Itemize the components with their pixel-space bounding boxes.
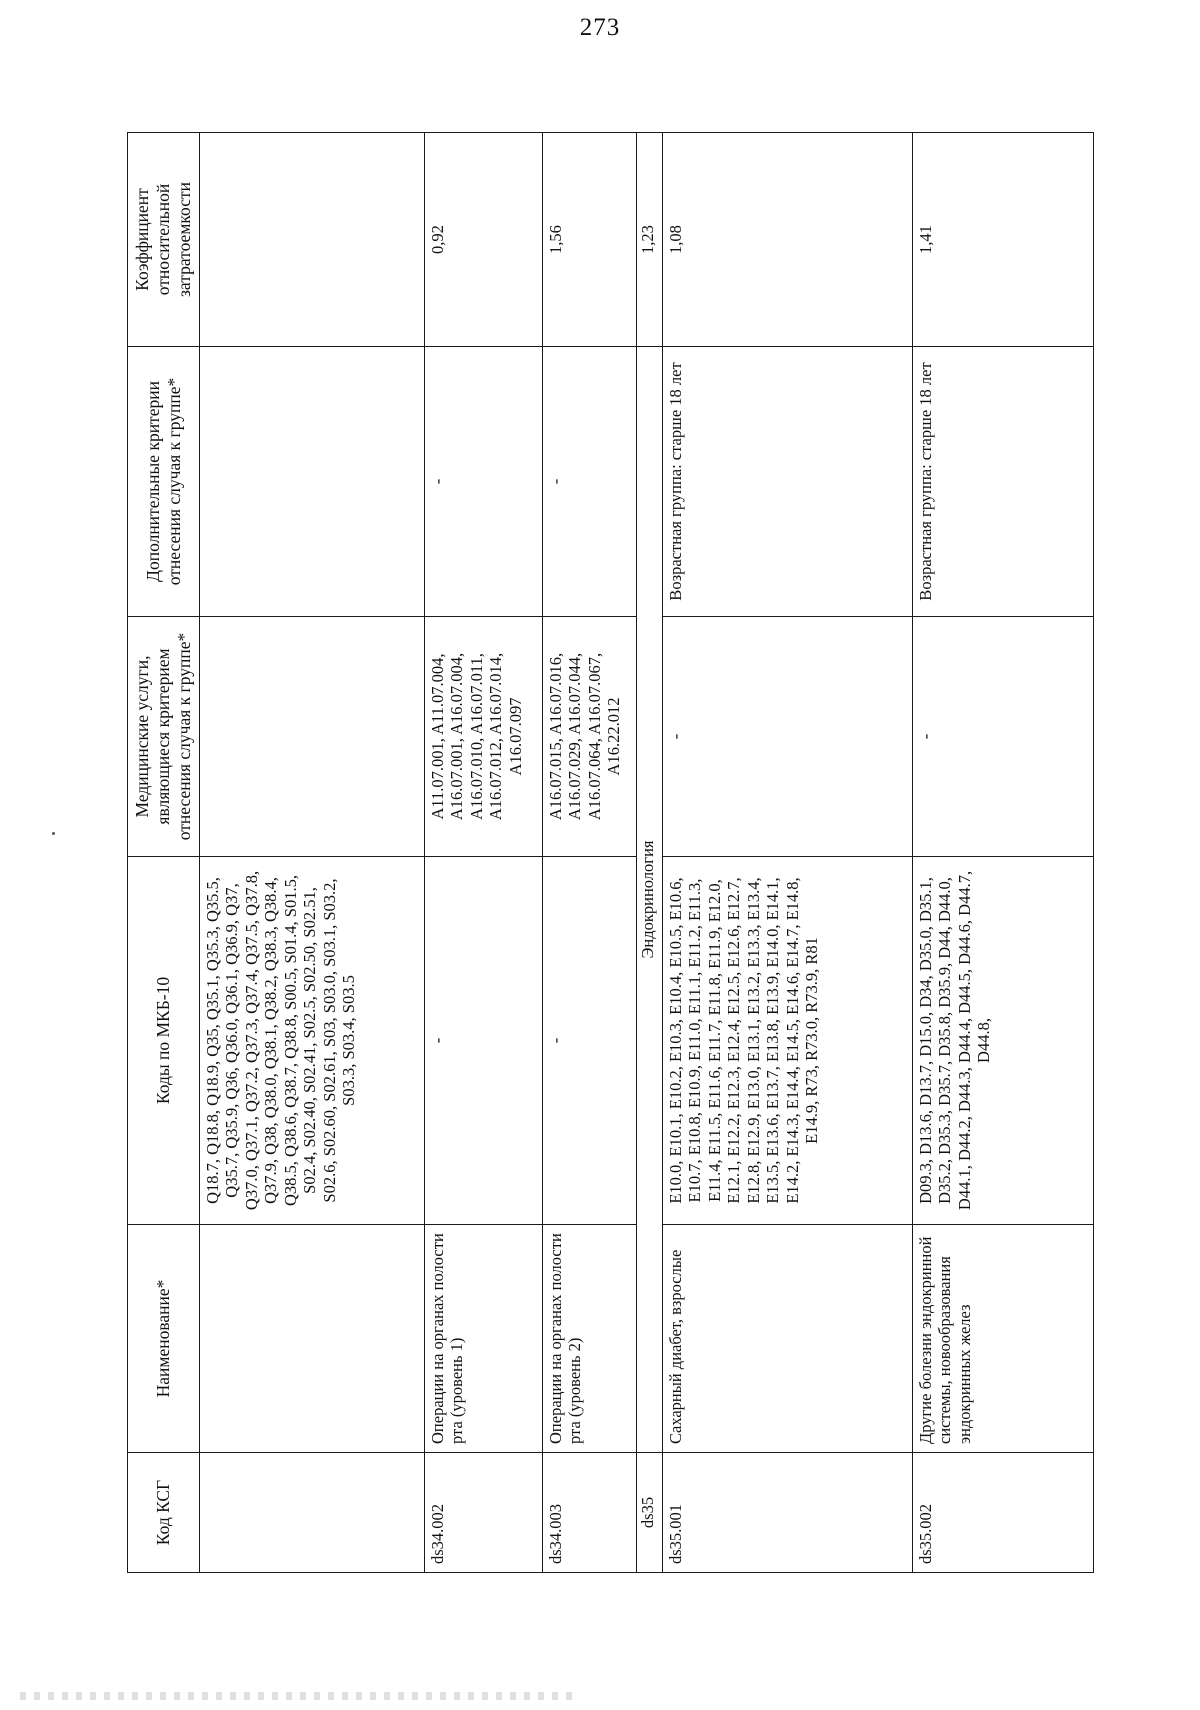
header-coef: Коэффициент относительной затратоемкости bbox=[128, 133, 200, 347]
cell-services: A11.07.001, A11.07.004, A16.07.001, A16.07.004, A16.07.010, A16.07.011, A16.07.012, A16.07.014, A16.07.097 bbox=[425, 617, 543, 857]
cell-icd: Q18.7, Q18.8, Q18.9, Q35, Q35.1, Q35.3, Q35.5, Q35.7, Q35.9, Q36, Q36.0, Q36.1, Q36.9, Q37, Q37.0, Q37.1, Q37.2, Q37.3, Q37.4, Q37.5, Q37.8, Q37.9, Q38, Q38.0, Q38.1, Q38.2, Q38.3, Q38.4, Q38.5, Q38.6, Q38.7, Q38.8, S00.5, S01.4, S01.5, S02.4, S02.40, S02.41, S02.5, S02.50, S02.51, S02.6, S02.60, S02.61, S03, S03.0, S03.1, S03.2, S03.3, S03.4, S03.5 bbox=[200, 857, 425, 1225]
scan-speck bbox=[52, 832, 55, 835]
cell-code bbox=[200, 1453, 425, 1573]
cell-criteria: Возрастная группа: старше 18 лет bbox=[913, 347, 1094, 617]
table-row bbox=[543, 133, 637, 1573]
cell-name: Другие болезни эндокринной системы, новообразования эндокринных желез bbox=[913, 1225, 1094, 1453]
cell-icd: E10.0, E10.1, E10.2, E10.3, E10.4, E10.5, E10.6, E10.7, E10.8, E10.9, E11.0, E11.1, E11.2, E11.3, E11.4, E11.5, E11.6, E11.7, E11.8, E11.9, E12.0, E12.1, E12.2, E12.3, E12.4, E12.5, E12.6, E12.7, E12.8, E12.9, E13.0, E13.1, E13.2, E13.3, E13.4, E13.5, E13.6, E13.7, E13.8, E13.9, E14.0, E14.1, E14.2, E14.3, E14.4, E14.5, E14.6, E14.7, E14.8, E14.9, R73, R73.0, R73.9, R81 bbox=[663, 857, 913, 1225]
cell-icd: D09.3, D13.6, D13.7, D15.0, D34, D35.0, D35.1, D35.2, D35.3, D35.7, D35.8, D35.9, D44, D44.0, D44.1, D44.2, D44.3, D44.4, D44.5, D44.6, D44.7, D44.8, bbox=[913, 857, 1094, 1225]
cell-code: ds35.001 bbox=[663, 1453, 913, 1573]
cell-coef bbox=[200, 133, 425, 347]
cell-coef: 1,08 bbox=[663, 133, 913, 347]
cell-criteria: - bbox=[543, 347, 637, 617]
cell-services: - bbox=[913, 617, 1094, 857]
cell-code: ds34.002 bbox=[425, 1453, 543, 1573]
cell-services: - bbox=[663, 617, 913, 857]
header-name: Наименование* bbox=[128, 1225, 200, 1453]
header-services: Медицинские услуги, являющиеся критерием отнесения случая к группе* bbox=[128, 617, 200, 857]
cell-coef: 1,56 bbox=[543, 133, 637, 347]
cell-coef: 1,41 bbox=[913, 133, 1094, 347]
table-row bbox=[200, 133, 425, 1573]
header-criteria: Дополнительные критерии отнесения случая к группе* bbox=[128, 347, 200, 617]
cell-code: ds35.002 bbox=[913, 1453, 1094, 1573]
cell-icd: - bbox=[425, 857, 543, 1225]
page-number: 273 bbox=[579, 14, 621, 41]
header-row bbox=[128, 133, 200, 1573]
header-code: Код КСГ bbox=[128, 1453, 200, 1573]
rotated-table-container bbox=[127, 133, 1093, 1573]
cell-name: Операции на органах полости рта (уровень 1) bbox=[425, 1225, 543, 1453]
table-row bbox=[425, 133, 543, 1573]
cell-services bbox=[200, 617, 425, 857]
table-rotation-frame bbox=[127, 133, 1093, 1573]
cell-services: A16.07.015, A16.07.016, A16.07.029, A16.07.044, A16.07.064, A16.07.067, A16.22.012 bbox=[543, 617, 637, 857]
cell-coef: 0,92 bbox=[425, 133, 543, 347]
cell-criteria bbox=[200, 347, 425, 617]
cell-icd: - bbox=[543, 857, 637, 1225]
cell-code: ds34.003 bbox=[543, 1453, 637, 1573]
section-title: Эндокринология bbox=[637, 347, 663, 1453]
section-code: ds35 bbox=[637, 1453, 663, 1573]
cell-name: Сахарный диабет, взрослые bbox=[663, 1225, 913, 1453]
cell-name: Операции на органах полости рта (уровень 2) bbox=[543, 1225, 637, 1453]
table-row bbox=[663, 133, 913, 1573]
cell-name bbox=[200, 1225, 425, 1453]
header-icd: Коды по МКБ-10 bbox=[128, 857, 200, 1225]
table-row bbox=[913, 133, 1094, 1573]
scan-artifact bbox=[20, 1692, 580, 1700]
section-row bbox=[637, 133, 663, 1573]
cell-criteria: Возрастная группа: старше 18 лет bbox=[663, 347, 913, 617]
cell-criteria: - bbox=[425, 347, 543, 617]
section-coef: 1,23 bbox=[637, 133, 663, 347]
ksg-table bbox=[127, 132, 1094, 1573]
